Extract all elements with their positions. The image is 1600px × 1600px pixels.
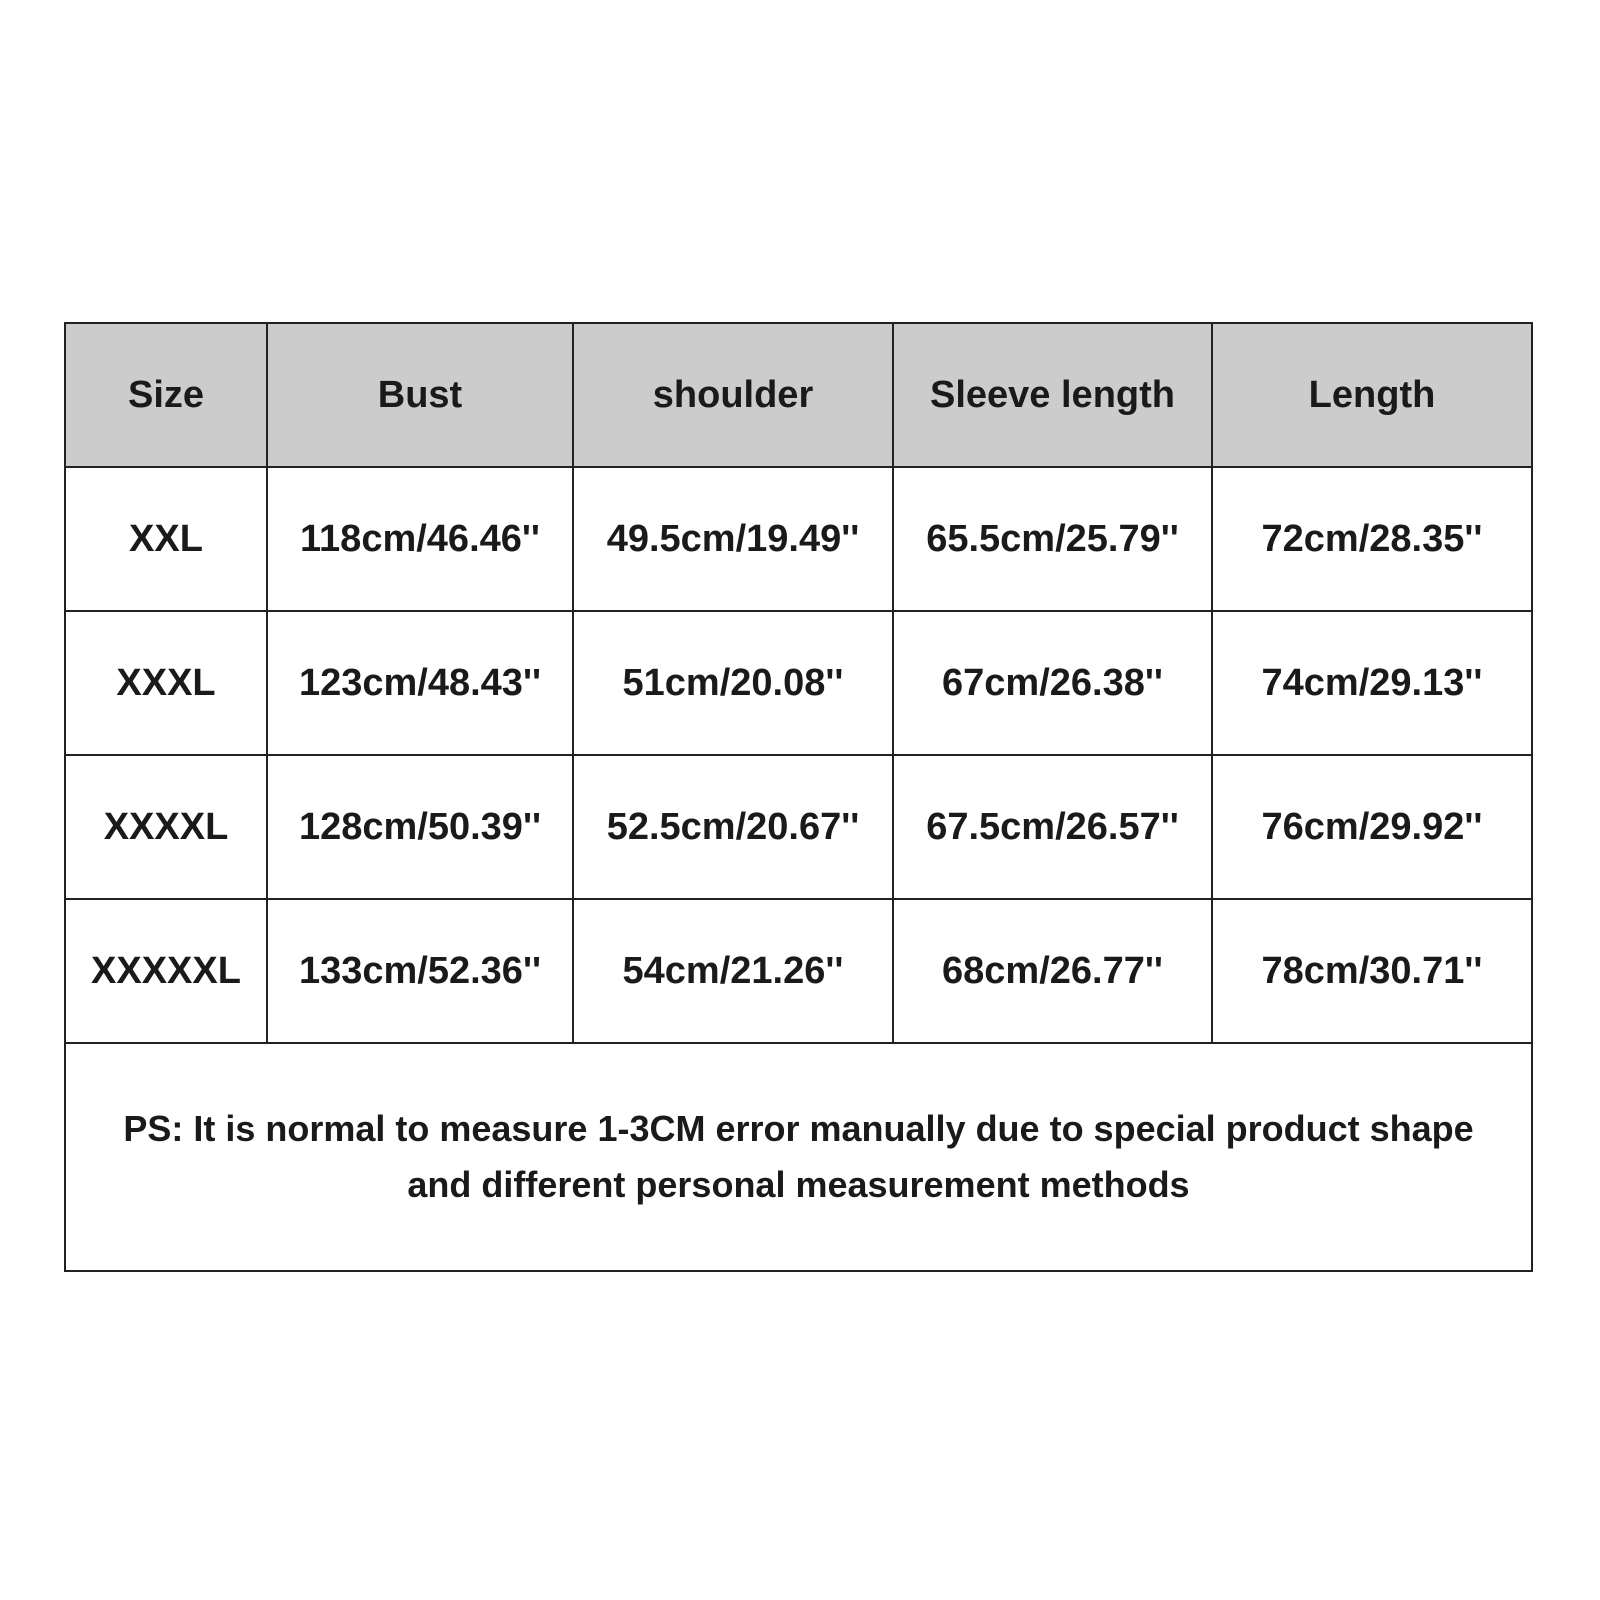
length-cell: 74cm/29.13'' [1212, 611, 1532, 755]
shoulder-cell: 54cm/21.26'' [573, 899, 893, 1043]
header-shoulder: shoulder [573, 323, 893, 467]
size-cell: XXXXL [65, 755, 267, 899]
sleeve-length-cell: 65.5cm/25.79'' [893, 467, 1212, 611]
table-body [65, 467, 1532, 1271]
measurement-note: PS: It is normal to measure 1-3CM error manually due to special product shape and different personal measurement methods [65, 1043, 1532, 1271]
length-cell: 72cm/28.35'' [1212, 467, 1532, 611]
sleeve-length-cell: 67cm/26.38'' [893, 611, 1212, 755]
table-row [65, 467, 1532, 611]
bust-cell: 123cm/48.43'' [267, 611, 573, 755]
size-cell: XXXL [65, 611, 267, 755]
table-row [65, 611, 1532, 755]
table-header [65, 323, 1532, 467]
size-chart-table [64, 322, 1533, 1272]
shoulder-cell: 52.5cm/20.67'' [573, 755, 893, 899]
note-row [65, 1043, 1532, 1271]
size-cell: XXL [65, 467, 267, 611]
size-cell: XXXXXL [65, 899, 267, 1043]
header-size: Size [65, 323, 267, 467]
table-row [65, 899, 1532, 1043]
shoulder-cell: 51cm/20.08'' [573, 611, 893, 755]
bust-cell: 133cm/52.36'' [267, 899, 573, 1043]
header-sleeve-length: Sleeve length [893, 323, 1212, 467]
length-cell: 78cm/30.71'' [1212, 899, 1532, 1043]
sleeve-length-cell: 68cm/26.77'' [893, 899, 1212, 1043]
length-cell: 76cm/29.92'' [1212, 755, 1532, 899]
table-row [65, 755, 1532, 899]
header-length: Length [1212, 323, 1532, 467]
header-row [65, 323, 1532, 467]
sleeve-length-cell: 67.5cm/26.57'' [893, 755, 1212, 899]
header-bust: Bust [267, 323, 573, 467]
shoulder-cell: 49.5cm/19.49'' [573, 467, 893, 611]
bust-cell: 118cm/46.46'' [267, 467, 573, 611]
bust-cell: 128cm/50.39'' [267, 755, 573, 899]
